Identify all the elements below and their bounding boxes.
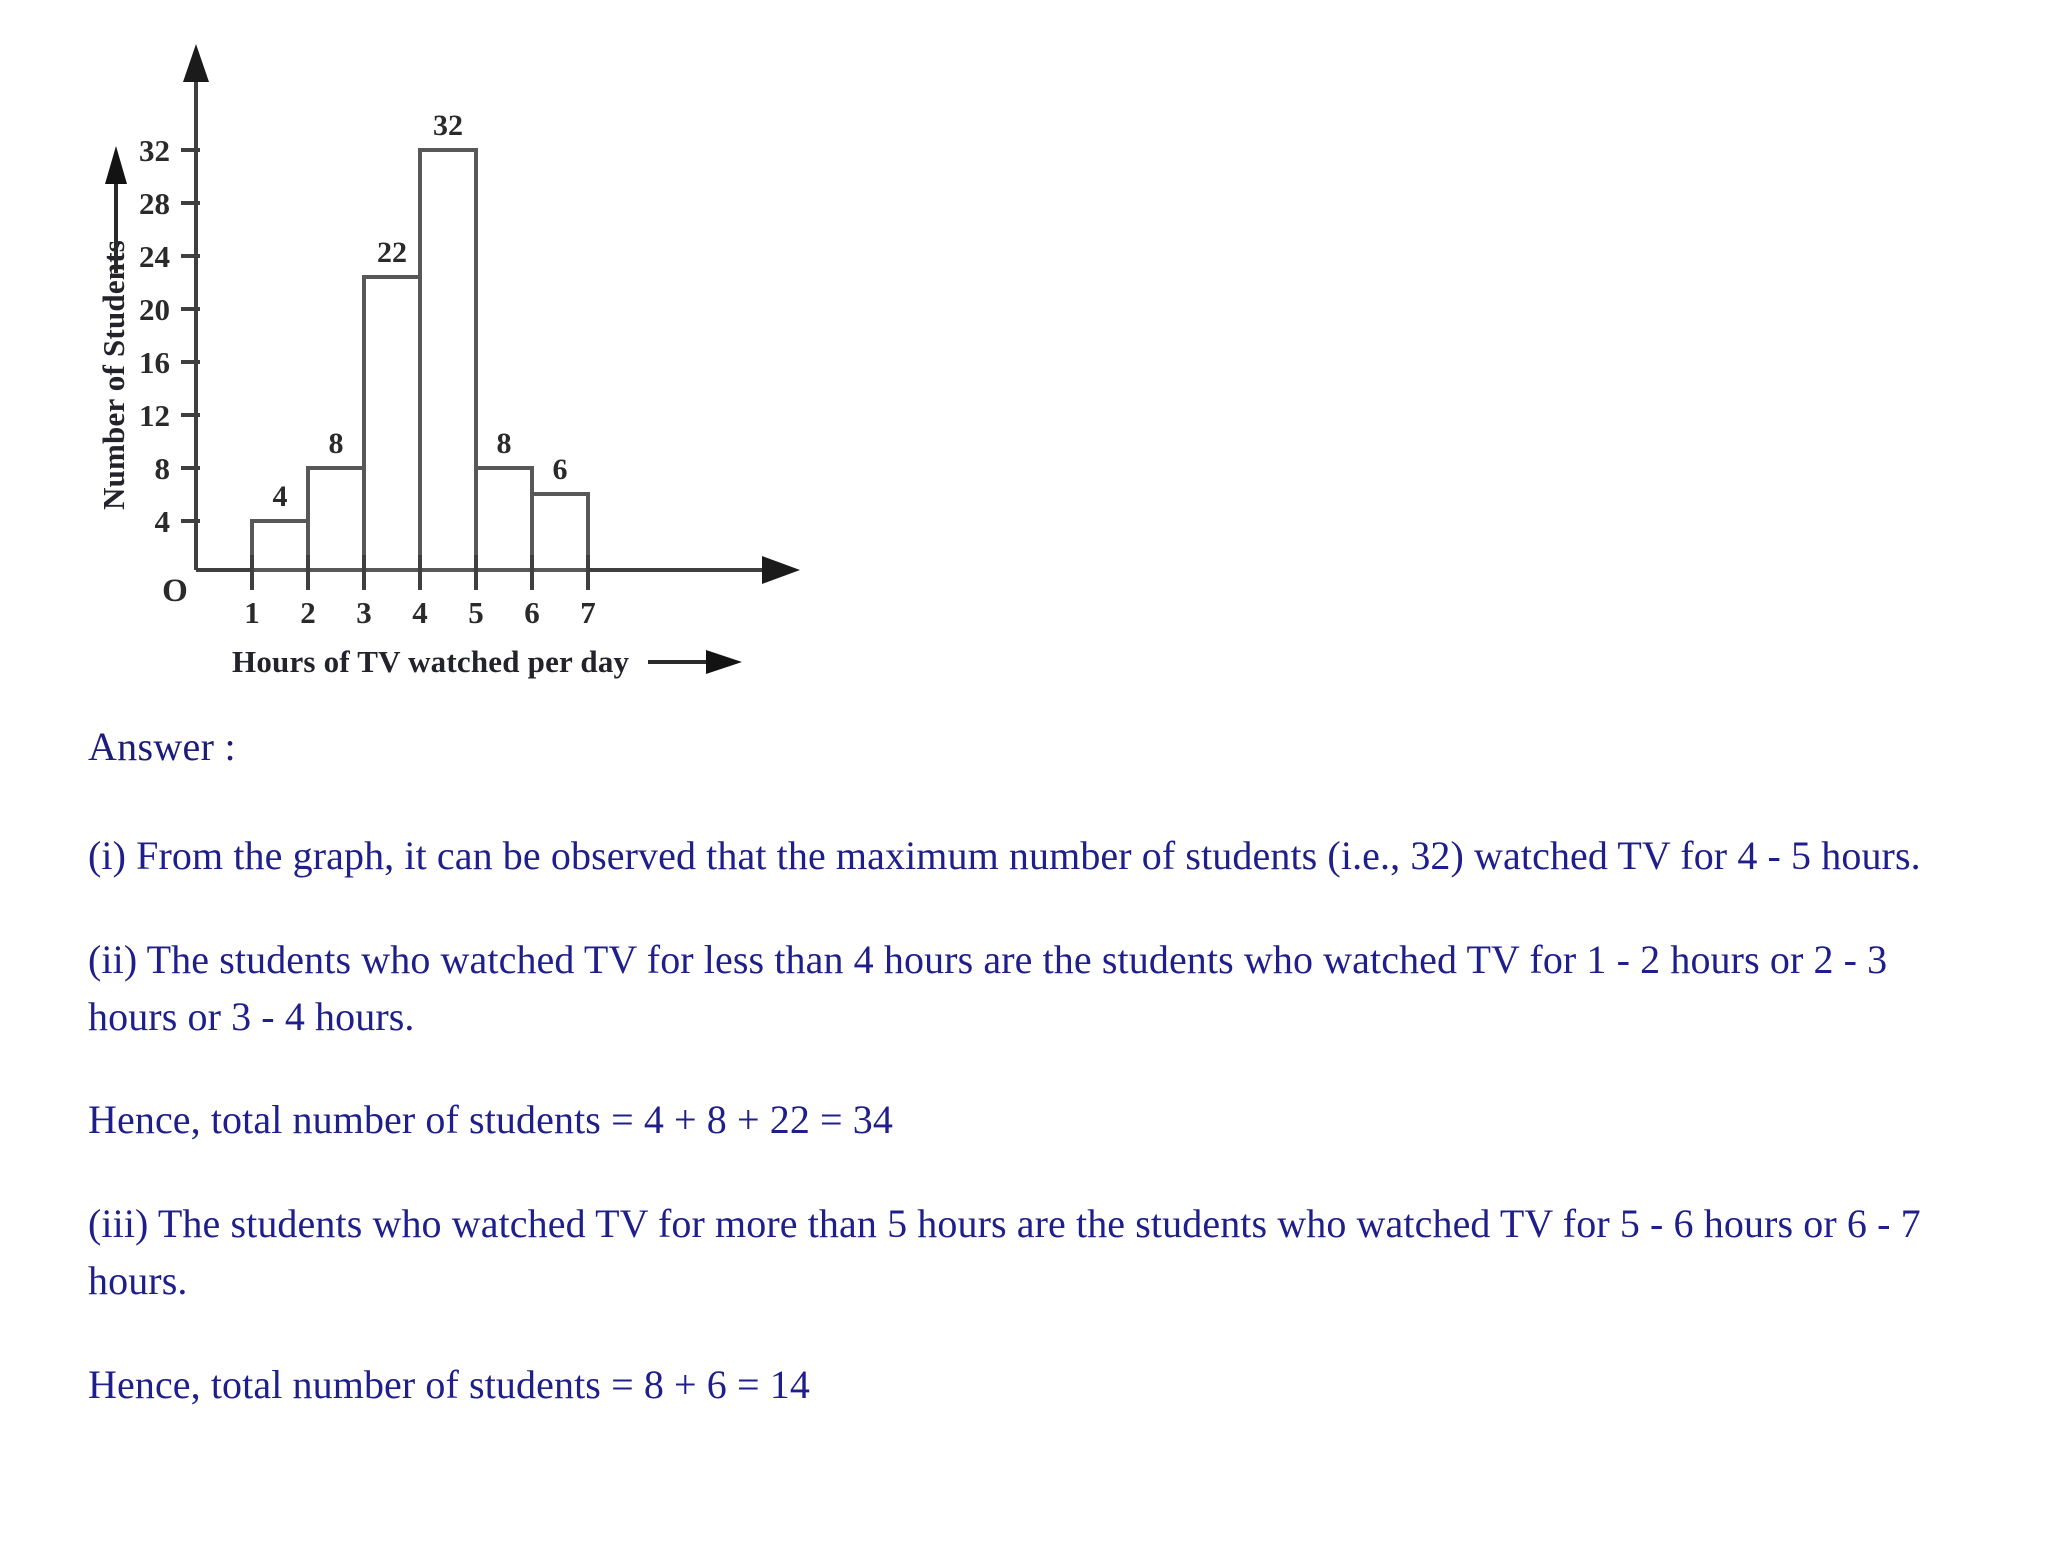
x-tick-label: 3 xyxy=(356,595,372,630)
bar-1-2 xyxy=(252,521,308,570)
histogram-figure xyxy=(0,0,900,690)
answer-heading: Answer : xyxy=(88,724,236,769)
bar-3-4 xyxy=(364,277,420,570)
x-axis-title: Hours of TV watched per day xyxy=(232,644,630,679)
answer-paragraph-ii: (ii) The students who watched TV for less than 4 hours are the students who watched TV for 1 - 2 hours or 2 - 3 hours or 3 - 4 hours. xyxy=(88,936,1888,1039)
x-tick-label: 4 xyxy=(412,595,428,630)
bar-value-label: 8 xyxy=(496,427,512,460)
y-axis-title: Number of Students xyxy=(96,239,131,510)
y-tick-label: 20 xyxy=(139,292,170,327)
bar-4-5 xyxy=(420,150,476,570)
bar-value-label: 22 xyxy=(377,236,407,269)
bar-2-3 xyxy=(308,468,364,570)
bar-5-6 xyxy=(476,468,532,570)
y-axis-arrowhead xyxy=(183,44,209,82)
x-tick-label: 6 xyxy=(524,595,540,630)
x-tick-label: 5 xyxy=(468,595,484,630)
answer-paragraph-i: (i) From the graph, it can be observed that the maximum number of students (i.e., 32) watched TV for 4 - 5 hours. xyxy=(88,833,1921,878)
x-axis-arrowhead xyxy=(762,556,800,584)
bar-value-label: 8 xyxy=(328,427,344,460)
answer-total-more-than-5: Hence, total number of students = 8 + 6 = 14 xyxy=(88,1361,810,1407)
x-tick-label: 7 xyxy=(580,595,596,630)
histogram-svg xyxy=(0,0,900,690)
bars-group xyxy=(252,150,588,570)
origin-label: O xyxy=(162,573,188,609)
bar-value-label: 4 xyxy=(272,480,288,513)
answer-paragraph-iii: (iii) The students who watched TV for more than 5 hours are the students who watched TV for 5 - 6 hours or 6 - 7 hours. xyxy=(88,1201,1921,1303)
answer-section xyxy=(88,722,1978,1414)
y-tick-label: 24 xyxy=(139,239,170,274)
x-tick-label: 2 xyxy=(300,595,316,630)
x-axis-title-pointer-head xyxy=(706,650,742,674)
answer-total-less-than-4: Hence, total number of students = 4 + 8 + 22 = 34 xyxy=(88,1097,893,1143)
bar-value-label: 6 xyxy=(552,453,568,486)
y-tick-label: 4 xyxy=(154,504,170,539)
y-tick-label: 12 xyxy=(139,398,170,433)
y-tick-label: 8 xyxy=(154,451,170,486)
x-tick-label: 1 xyxy=(244,595,260,630)
y-tick-label: 32 xyxy=(139,133,170,168)
y-tick-label: 16 xyxy=(139,345,170,380)
y-axis-title-group xyxy=(96,146,131,510)
bar-6-7 xyxy=(532,494,588,570)
x-axis-tick-labels xyxy=(244,595,596,630)
y-axis-title-pointer-head xyxy=(105,146,127,184)
bar-value-label: 32 xyxy=(433,109,463,142)
x-axis-title-group xyxy=(232,644,742,679)
y-tick-label: 28 xyxy=(139,186,170,221)
y-axis-tick-labels xyxy=(139,133,170,539)
